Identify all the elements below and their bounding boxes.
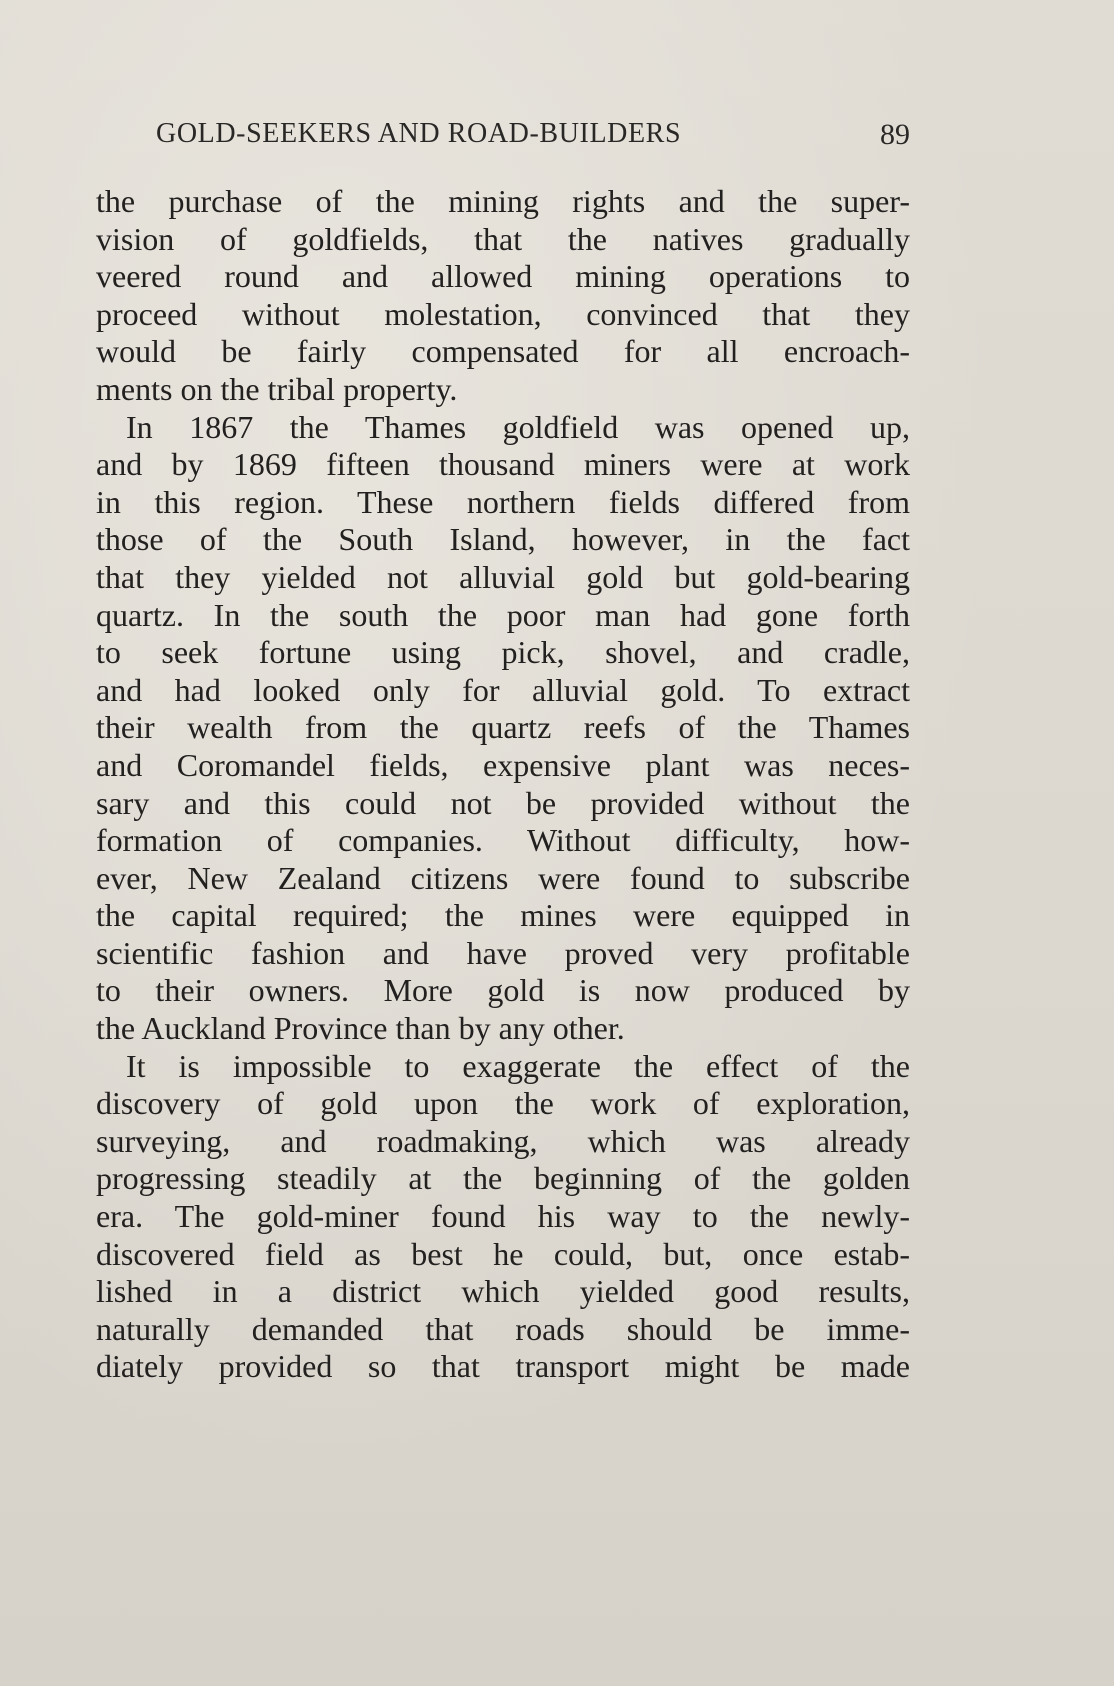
- paragraph-start-line: In 1867 the Thames goldfield was opened up,: [126, 408, 910, 445]
- text-line: ments on the tribal property.: [96, 370, 458, 407]
- text-line: the purchase of the mining rights and the super-: [96, 183, 910, 219]
- text-line: the capital required; the mines were equipped in: [96, 897, 910, 934]
- running-title: GOLD-SEEKERS AND ROAD-BUILDERS: [156, 118, 682, 149]
- text-line: in this region. These northern fields differed from: [96, 483, 910, 520]
- text-line: that they yielded not alluvial gold but gold-bearing: [96, 558, 910, 595]
- text-line: diately provided so that transport might be made: [96, 1348, 910, 1385]
- text-line: naturally demanded that roads should be imme-: [96, 1310, 910, 1347]
- text-line: sary and this could not be provided without the: [96, 784, 910, 821]
- text-line: and by 1869 fifteen thousand miners were at work: [96, 446, 910, 483]
- text-line: and Coromandel fields, expensive plant was neces-: [96, 746, 910, 783]
- text-line: discovery of gold upon the work of exploration,: [96, 1085, 910, 1122]
- text-line: to seek fortune using pick, shovel, and cradle,: [96, 634, 910, 671]
- text-line: progressing steadily at the beginning of the golden: [96, 1160, 910, 1197]
- text-line: vision of goldfields, that the natives gradually: [96, 220, 910, 257]
- text-line: the Auckland Province than by any other.: [96, 1010, 625, 1047]
- page-number: 89: [880, 118, 910, 151]
- text-line: those of the South Island, however, in the fact: [96, 521, 910, 558]
- text-line: their wealth from the quartz reefs of the Thames: [96, 709, 910, 746]
- text-line: surveying, and roadmaking, which was already: [96, 1122, 910, 1159]
- text-line: veered round and allowed mining operations to: [96, 258, 910, 295]
- running-head: [156, 118, 910, 158]
- paragraph-start-line: It is impossible to exaggerate the effect of the: [126, 1047, 910, 1084]
- text-line: and had looked only for alluvial gold. To extract: [96, 671, 910, 708]
- text-line: proceed without molestation, convinced that they: [96, 295, 910, 332]
- text-line: ever, New Zealand citizens were found to subscribe: [96, 859, 910, 896]
- text-line: quartz. In the south the poor man had gone forth: [96, 596, 910, 633]
- text-line: lished in a district which yielded good results,: [96, 1273, 910, 1310]
- text-line: scientific fashion and have proved very profitable: [96, 934, 910, 971]
- body-text: [96, 183, 910, 1386]
- text-line: era. The gold-miner found his way to the newly-: [96, 1198, 910, 1235]
- text-line: would be fairly compensated for all encroach-: [96, 333, 910, 370]
- text-line: formation of companies. Without difficulty, how-: [96, 822, 910, 859]
- text-line: discovered field as best he could, but, once estab-: [96, 1235, 910, 1272]
- text-line: to their owners. More gold is now produced by: [96, 972, 910, 1009]
